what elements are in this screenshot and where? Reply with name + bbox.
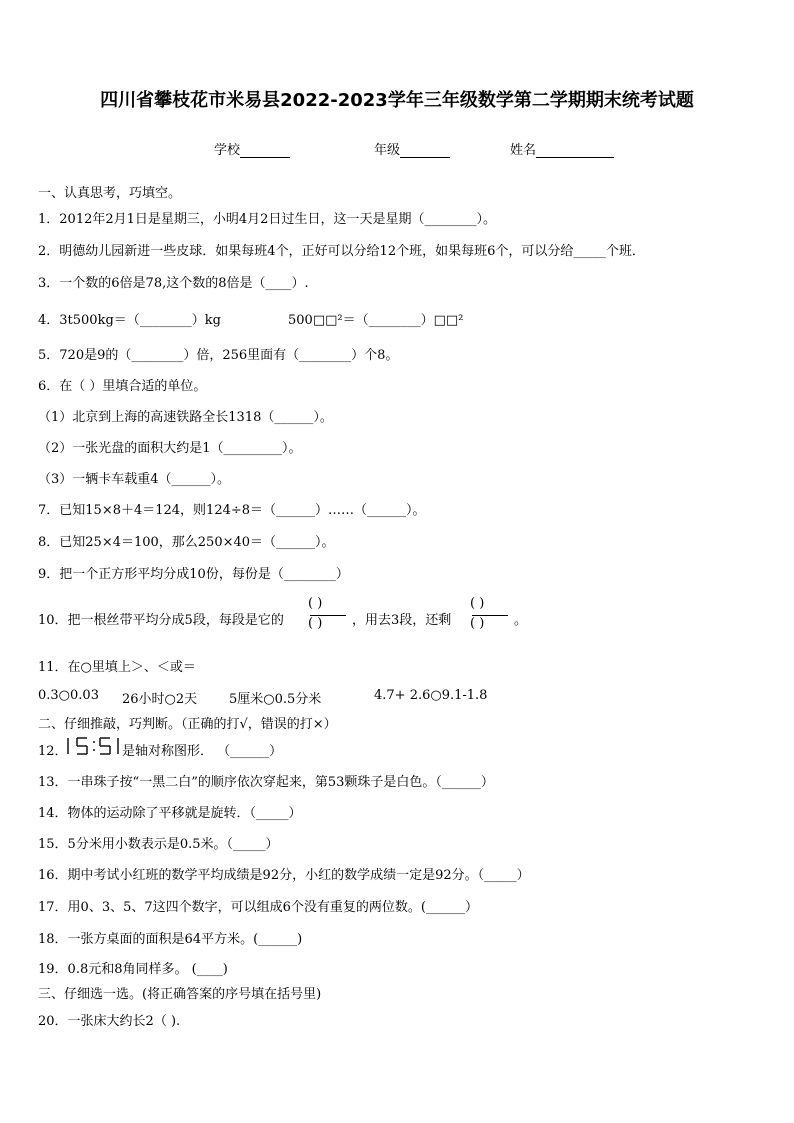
question-8: 8．已知25×4＝100，那么250×40＝（______）。 [38, 535, 335, 550]
question-11-item-4: 4.7+ 2.6○9.1-1.8 [374, 688, 488, 703]
question-15: 15．5分米用小数表示是0.5米。（_____） [38, 837, 279, 852]
question-16: 16．期中考试小红班的数学平均成绩是92分，小红的数学成绩一定是92分。（_____） [38, 868, 530, 883]
question-6-2: （2）一张光盘的面积大约是1（_________）。 [38, 441, 302, 456]
question-17: 17．用0、3、5、7这四个数字，可以组成6个没有重复的两位数。(______） [38, 900, 478, 915]
name-blank [536, 143, 614, 158]
grade-field [374, 139, 450, 158]
question-4b: 500□□²＝（________）□□² [288, 313, 464, 328]
question-4a: 4．3t500kg＝（________）kg [38, 313, 221, 328]
fraction-denominator: ( ) [470, 616, 485, 631]
question-2: 2．明德幼儿园新进一些皮球．如果每班4个，正好可以分给12个班，如果每班6个，可以分给_____个班． [38, 244, 645, 259]
question-9: 9．把一个正方形平均分成10份，每份是（________） [38, 567, 349, 582]
question-7: 7．已知15×8＋4＝124，则124÷8＝（______）……（______）。 [38, 503, 426, 518]
school-label: 学校 [214, 143, 241, 158]
question-11-item-3: 5厘米○0.5分米 [229, 692, 322, 707]
fraction-blank-1 [308, 596, 348, 634]
question-10-part-c: 。 [514, 613, 528, 628]
question-3: 3．一个数的6倍是78,这个数的8倍是（____）. [38, 276, 309, 291]
question-13: 13．一串珠子按“一黑二白”的顺序依次穿起来，第53颗珠子是白色。（______） [38, 775, 494, 790]
question-20: 20．一张床大约长2（ ). [38, 1014, 181, 1029]
question-11-item-2: 26小时○2天 [122, 692, 198, 707]
question-6-3: （3）一辆卡车载重4（______）。 [38, 472, 231, 487]
question-19: 19．0.8元和8角同样多。 (____) [38, 962, 228, 977]
fraction-blank-2 [470, 596, 510, 634]
question-5: 5．720是9的（________）倍，256里面有（________）个8。 [38, 348, 399, 363]
question-12-text: 是轴对称图形． （______） [122, 744, 283, 759]
digital-1515-figure [64, 736, 124, 756]
question-6: 6．在（ ）里填合适的单位。 [38, 379, 207, 394]
name-label: 姓名 [510, 143, 537, 158]
question-6-1: （1）北京到上海的高速铁路全长1318（______）。 [38, 410, 333, 425]
section-heading-2: 二、仔细推敲，巧判断。（正确的打√，错误的打×） [38, 717, 337, 732]
grade-label: 年级 [374, 143, 401, 158]
section-heading-1: 一、认真思考，巧填空。 [38, 186, 182, 201]
name-field [510, 139, 614, 158]
question-1: 1．2012年2月1日是星期三，小明4月2日过生日，这一天是星期（________）。 [38, 212, 496, 227]
question-18: 18．一张方桌面的面积是64平方米。(______) [38, 932, 303, 947]
question-10-part-b: ，用去3段，还剩 [352, 613, 452, 628]
question-10-part-a: 10．把一根丝带平均分成5段，每段是它的 [38, 613, 284, 628]
fraction-numerator: ( ) [470, 596, 485, 611]
exam-title: 四川省攀枝花市米易县2022-2023学年三年级数学第二学期期末统考试题 [100, 90, 694, 111]
school-blank [240, 143, 290, 158]
question-11: 11．在○里填上＞、＜或＝ [38, 660, 196, 675]
school-field [214, 139, 290, 158]
section-heading-3: 三、仔细选一选。(将正确答案的序号填在括号里) [38, 987, 322, 1002]
grade-blank [400, 143, 450, 158]
fraction-numerator: ( ) [308, 596, 323, 611]
fraction-denominator: ( ) [308, 616, 323, 631]
question-14: 14．物体的运动除了平移就是旋转．（_____） [38, 806, 302, 821]
question-11-item-1: 0.3○0.03 [38, 688, 99, 703]
question-12-number: 12． [38, 744, 68, 759]
